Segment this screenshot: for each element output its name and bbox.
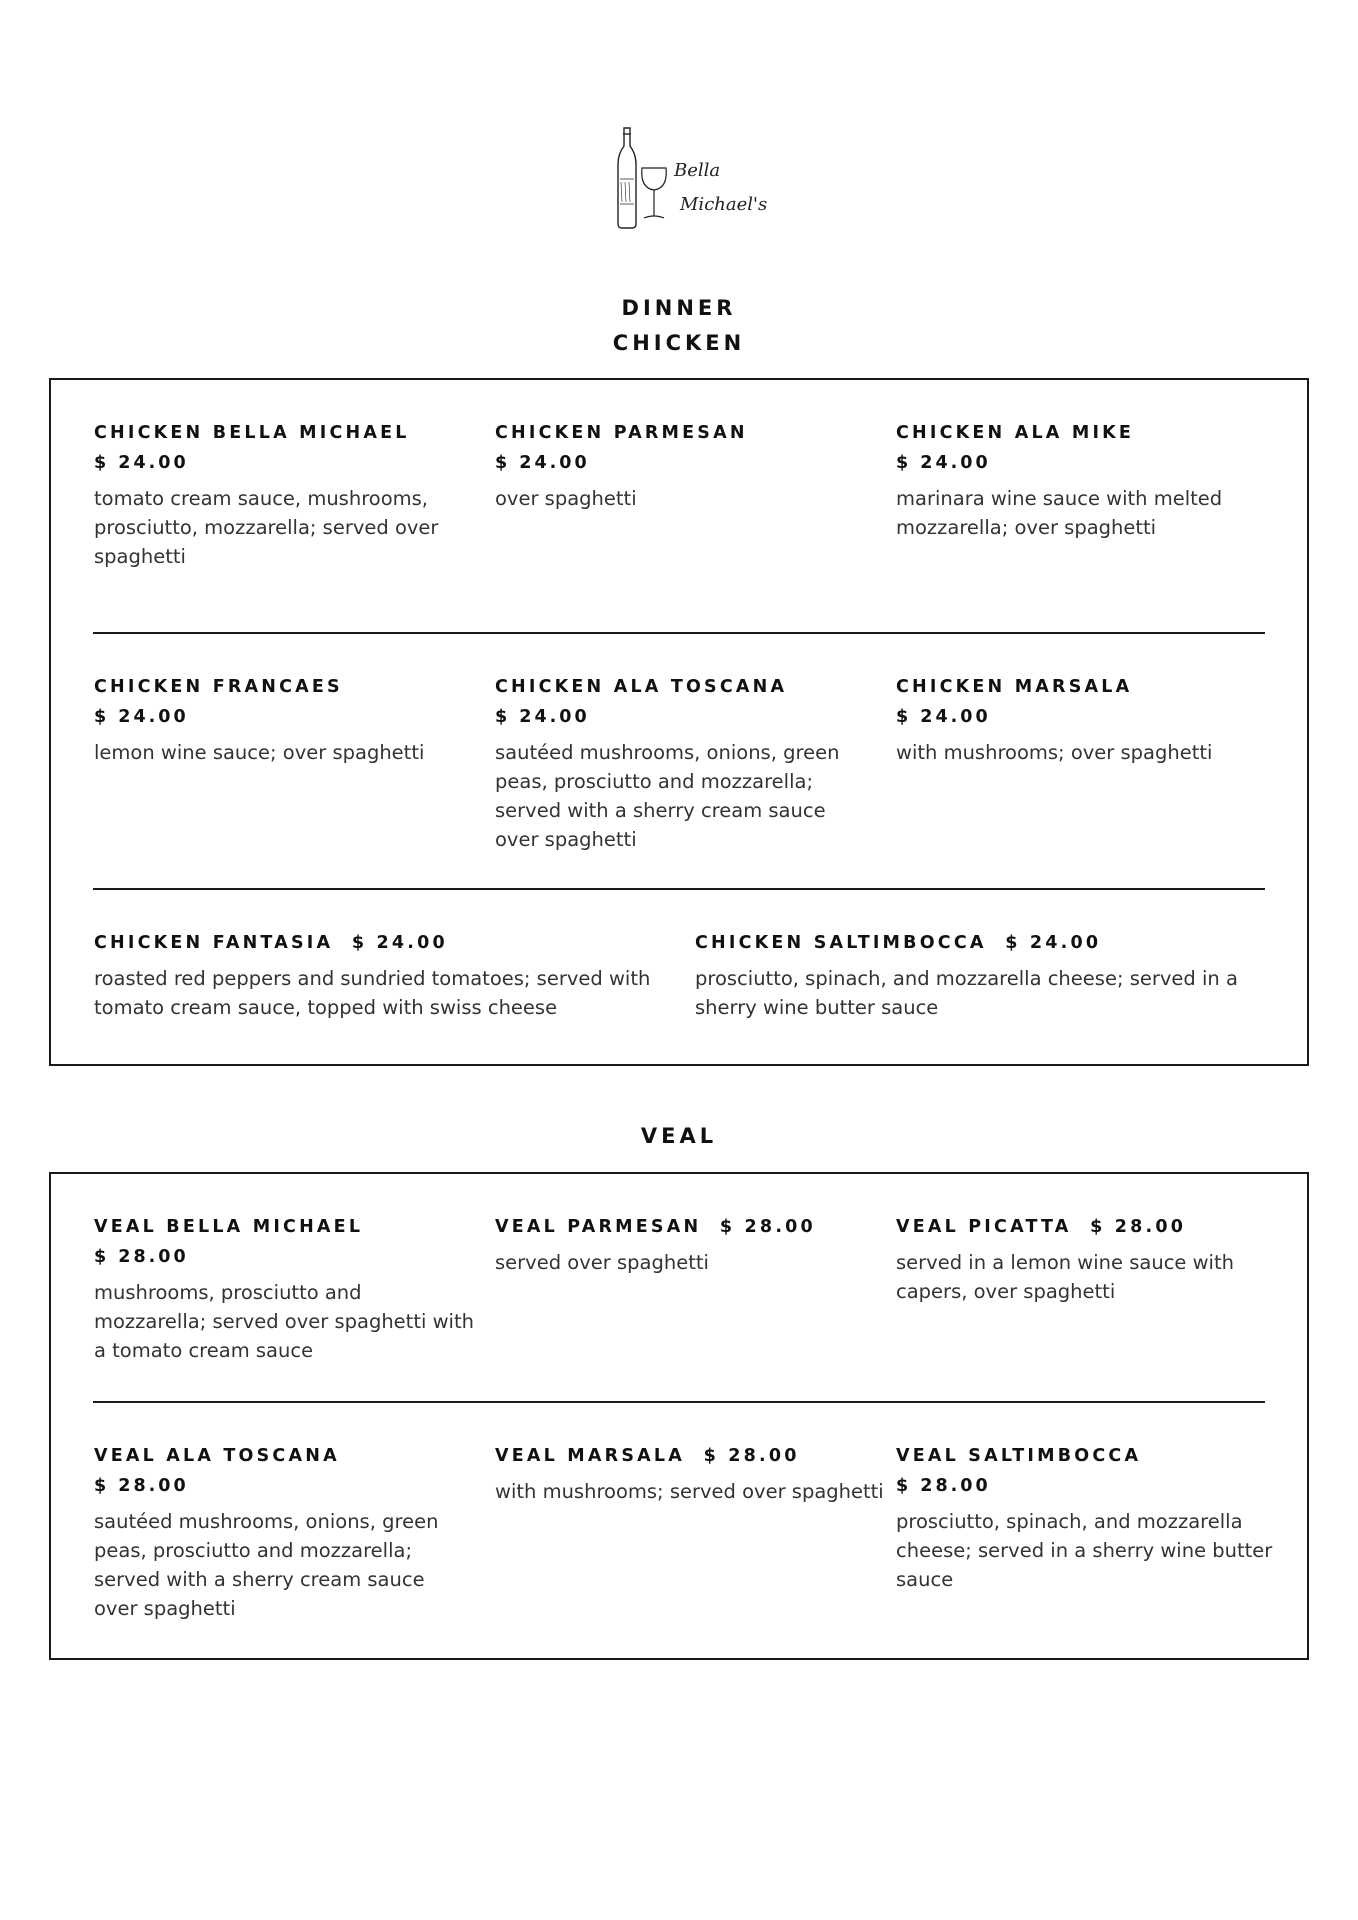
item-description: prosciutto, spinach, and mozzarella cheese; served in a sherry wine butter sauce [695, 967, 1238, 1019]
item-price: $ 28.00 [896, 1476, 991, 1496]
item-name: CHICKEN SALTIMBOCCA [695, 933, 987, 953]
menu-item [695, 930, 1275, 1022]
wine-glass-icon [642, 168, 667, 218]
veal-heading: VEAL [640, 1124, 718, 1148]
item-price: $ 24.00 [94, 453, 189, 473]
logo-line2: Michael's [680, 194, 768, 215]
item-description: roasted red peppers and sundried tomatoes; served with tomato cream sauce, topped with swiss cheese [94, 967, 651, 1019]
item-name: CHICKEN ALA TOSCANA [495, 677, 788, 697]
item-description: served in a lemon wine sauce with capers, over spaghetti [896, 1251, 1234, 1303]
item-price: $ 24.00 [896, 453, 991, 473]
item-name: VEAL BELLA MICHAEL [94, 1217, 364, 1237]
menu-item [495, 674, 855, 854]
menu-item [495, 420, 875, 513]
menu-item [896, 420, 1276, 542]
item-description: marinara wine sauce with melted mozzarella; over spaghetti [896, 487, 1223, 539]
item-description: tomato cream sauce, mushrooms, prosciutto, mozzarella; served over spaghetti [94, 487, 439, 568]
item-description: lemon wine sauce; over spaghetti [94, 741, 425, 764]
chicken-heading: CHICKEN [612, 331, 746, 355]
item-name: CHICKEN ALA MIKE [896, 423, 1135, 443]
item-name: VEAL MARSALA [495, 1446, 685, 1466]
item-price: $ 24.00 [495, 707, 590, 727]
menu-item [94, 674, 474, 767]
item-name: VEAL SALTIMBOCCA [896, 1446, 1142, 1466]
menu-item [495, 1443, 885, 1506]
divider [93, 1401, 1265, 1403]
item-price: $ 24.00 [495, 453, 590, 473]
item-price: $ 28.00 [1090, 1217, 1187, 1237]
item-name: CHICKEN PARMESAN [495, 423, 748, 443]
item-name: VEAL PARMESAN [495, 1217, 702, 1237]
item-price: $ 24.00 [1005, 933, 1102, 953]
item-price: $ 24.00 [94, 707, 189, 727]
item-price: $ 28.00 [94, 1476, 189, 1496]
menu-item [94, 1214, 474, 1365]
dinner-heading: DINNER [621, 296, 737, 320]
item-name: VEAL PICATTA [896, 1217, 1072, 1237]
menu-item [94, 1443, 464, 1623]
menu-item [94, 420, 474, 571]
item-description: with mushrooms; served over spaghetti [495, 1480, 884, 1503]
item-description: with mushrooms; over spaghetti [896, 741, 1213, 764]
item-price: $ 28.00 [703, 1446, 800, 1466]
item-price: $ 28.00 [94, 1247, 189, 1267]
item-name: CHICKEN FANTASIA [94, 933, 334, 953]
item-name: CHICKEN MARSALA [896, 677, 1133, 697]
item-price: $ 24.00 [896, 707, 991, 727]
item-name: CHICKEN BELLA MICHAEL [94, 423, 410, 443]
divider [93, 632, 1265, 634]
menu-item [495, 1214, 885, 1277]
item-description: over spaghetti [495, 487, 637, 510]
menu-item [94, 930, 684, 1022]
wine-bottle-icon [618, 128, 636, 228]
menu-item [896, 1443, 1276, 1594]
menu-item [896, 1214, 1276, 1306]
divider [93, 888, 1265, 890]
item-description: mushrooms, prosciutto and mozzarella; served over spaghetti with a tomato cream sauce [94, 1281, 474, 1362]
menu-item [896, 674, 1276, 767]
item-description: sautéed mushrooms, onions, green peas, prosciutto and mozzarella; served with a sherry cream sauce over spaghetti [94, 1510, 439, 1620]
item-name: CHICKEN FRANCAES [94, 677, 343, 697]
item-price: $ 24.00 [351, 933, 448, 953]
logo [612, 124, 768, 234]
item-description: prosciutto, spinach, and mozzarella cheese; served in a sherry wine butter sauce [896, 1510, 1273, 1591]
item-description: served over spaghetti [495, 1251, 709, 1274]
item-name: VEAL ALA TOSCANA [94, 1446, 340, 1466]
logo-line1: Bella [674, 160, 721, 181]
item-description: sautéed mushrooms, onions, green peas, prosciutto and mozzarella; served with a sherry cream sauce over spaghetti [495, 741, 840, 851]
item-price: $ 28.00 [719, 1217, 816, 1237]
